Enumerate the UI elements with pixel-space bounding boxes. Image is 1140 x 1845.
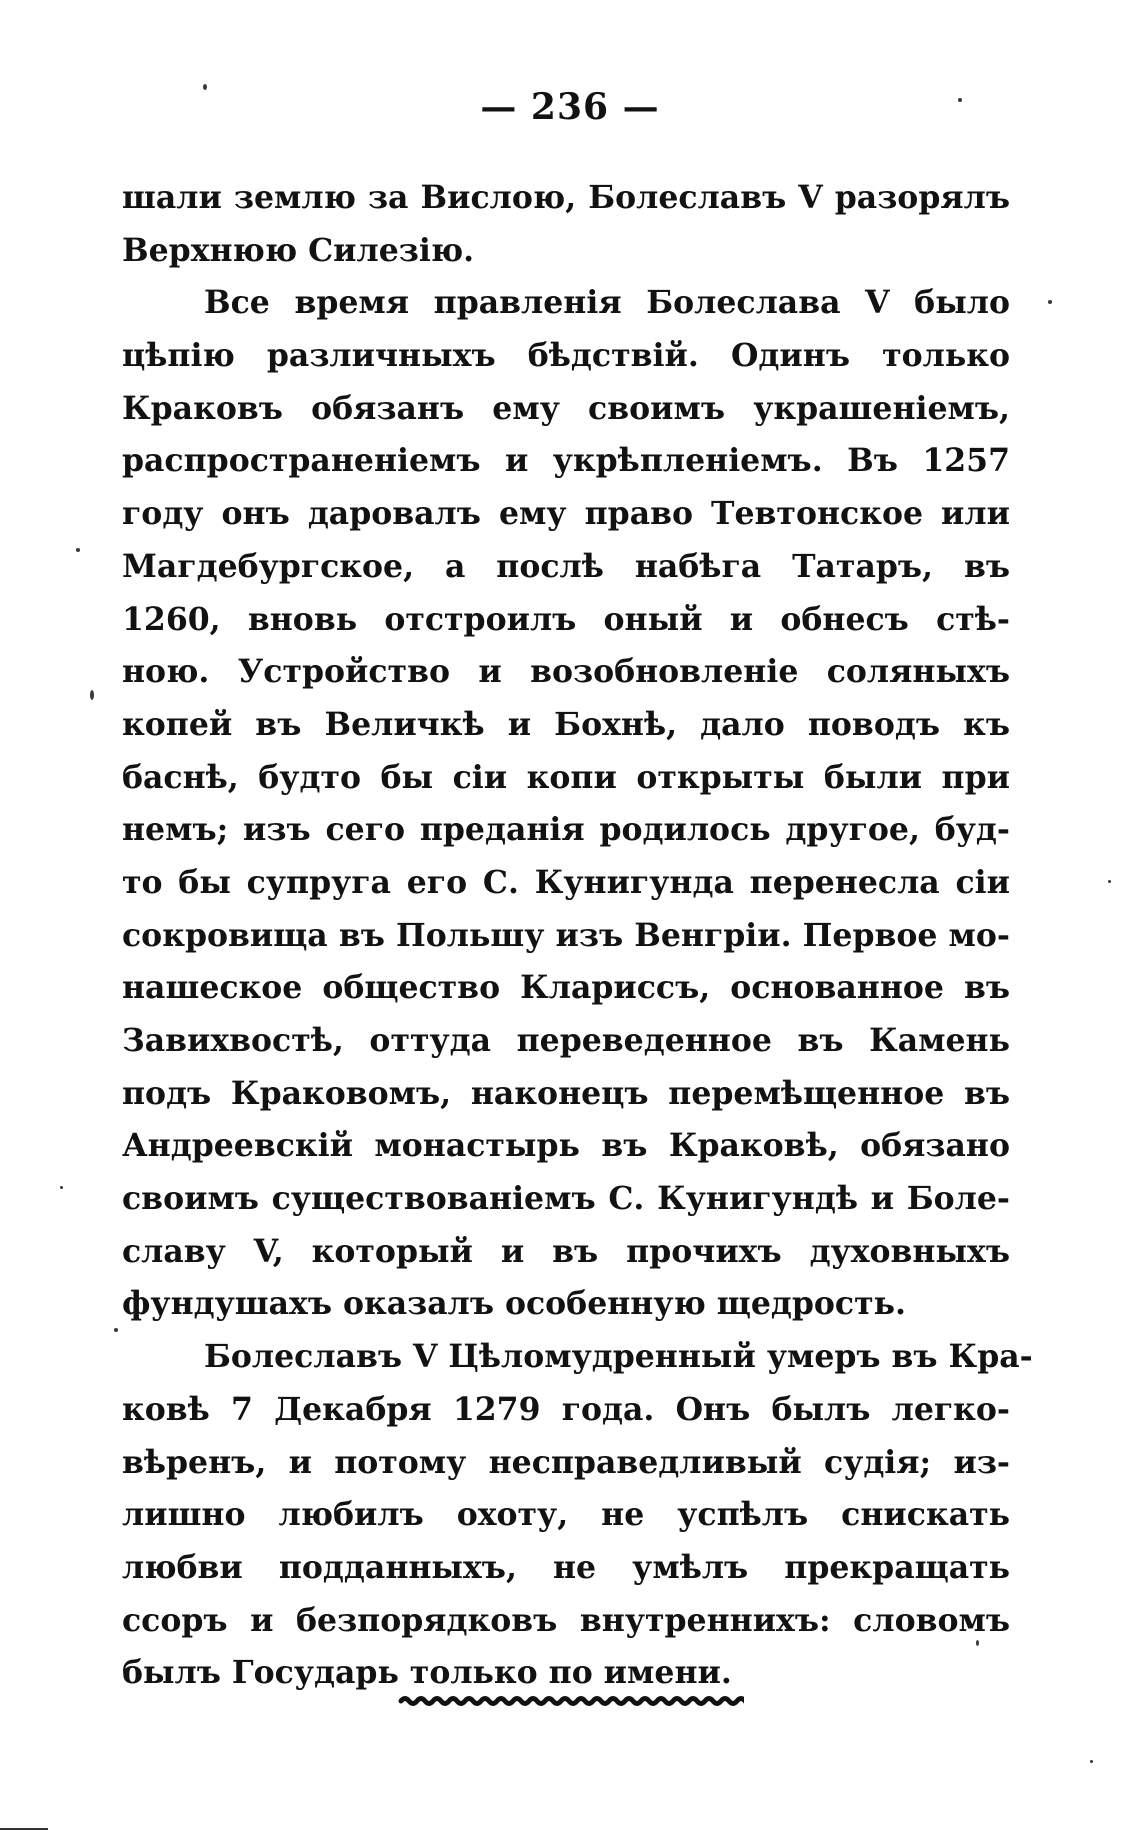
text-line: копей въ Величкѣ и Бохнѣ, дало поводъ къ <box>122 705 1010 743</box>
text-line: вѣренъ, и потому несправедливый судія; из- <box>122 1443 1010 1481</box>
text-line: былъ Государь только по имени. <box>122 1654 732 1692</box>
text-line: Краковъ обязанъ ему своимъ украшеніемъ, <box>122 389 1010 427</box>
text-line: славу V, который и въ прочихъ духовныхъ <box>122 1232 1010 1270</box>
text-line: подъ Краковомъ, наконецъ перемѣщенное въ <box>122 1074 1010 1112</box>
text-line: ною. Устройство и возобновленіе соляныхъ <box>122 653 1010 691</box>
text-line: распространеніемъ и укрѣпленіемъ. Въ 1257 <box>122 442 1010 480</box>
wavy-rule-icon <box>398 1690 744 1712</box>
end-ornament <box>398 1690 744 1712</box>
text-line: нашеское общество Кларисcъ, основанное въ <box>122 969 1010 1007</box>
text-line: году онъ даровалъ ему право Тевтонское или <box>122 495 1010 533</box>
text-line: любви подданныхъ, не умѣлъ прекращать <box>122 1548 1010 1586</box>
text-line: сокровища въ Польшу изъ Венгріи. Первое мо- <box>122 916 1010 954</box>
text-line: лишно любилъ охоту, не успѣлъ снискать <box>122 1496 1010 1534</box>
text-line: ковѣ 7 Декабря 1279 года. Онъ былъ легко- <box>122 1390 1010 1428</box>
text-line: Все время правленія Болеслава V было <box>204 284 1010 322</box>
text-line: шали землю за Вислою, Болеславъ V разорялъ <box>122 179 1010 216</box>
text-line: ссоръ и безпорядковъ внутреннихъ: словомъ <box>122 1601 1010 1639</box>
text-line: 1260, вновь отстроилъ оный и обнесъ стѣ- <box>122 600 1010 638</box>
text-line: Магдебургское, а послѣ набѣга Татаръ, въ <box>122 547 1010 585</box>
text-line: баснѣ, будто бы сіи копи открыты были при <box>122 758 1010 796</box>
scan-edge-mark <box>0 1828 48 1830</box>
text-line: Андреевскій монастырь въ Краковѣ, обязано <box>122 1127 1010 1165</box>
text-line: своимъ существованіемъ С. Кунигундѣ и Боле- <box>122 1180 1010 1218</box>
page-number: — 236 — <box>480 86 660 128</box>
text-line: Болеславъ V Цѣломудренный умеръ въ Кра- <box>204 1338 1033 1376</box>
body-text <box>122 172 1033 1700</box>
text-line: немъ; изъ сего преданія родилось другое, буд- <box>122 811 1010 849</box>
text-line: то бы супруга его С. Кунигунда перенесла сіи <box>122 863 1010 901</box>
text-line: Завихвостѣ, оттуда переведенное въ Камень <box>122 1022 1010 1059</box>
text-line: цѣпію различныхъ бѣдствій. Одинъ только <box>122 337 1010 375</box>
text-line: фундушахъ оказалъ особенную щедрость. <box>122 1285 906 1323</box>
text-line: Верхнюю Силезію. <box>122 231 475 269</box>
